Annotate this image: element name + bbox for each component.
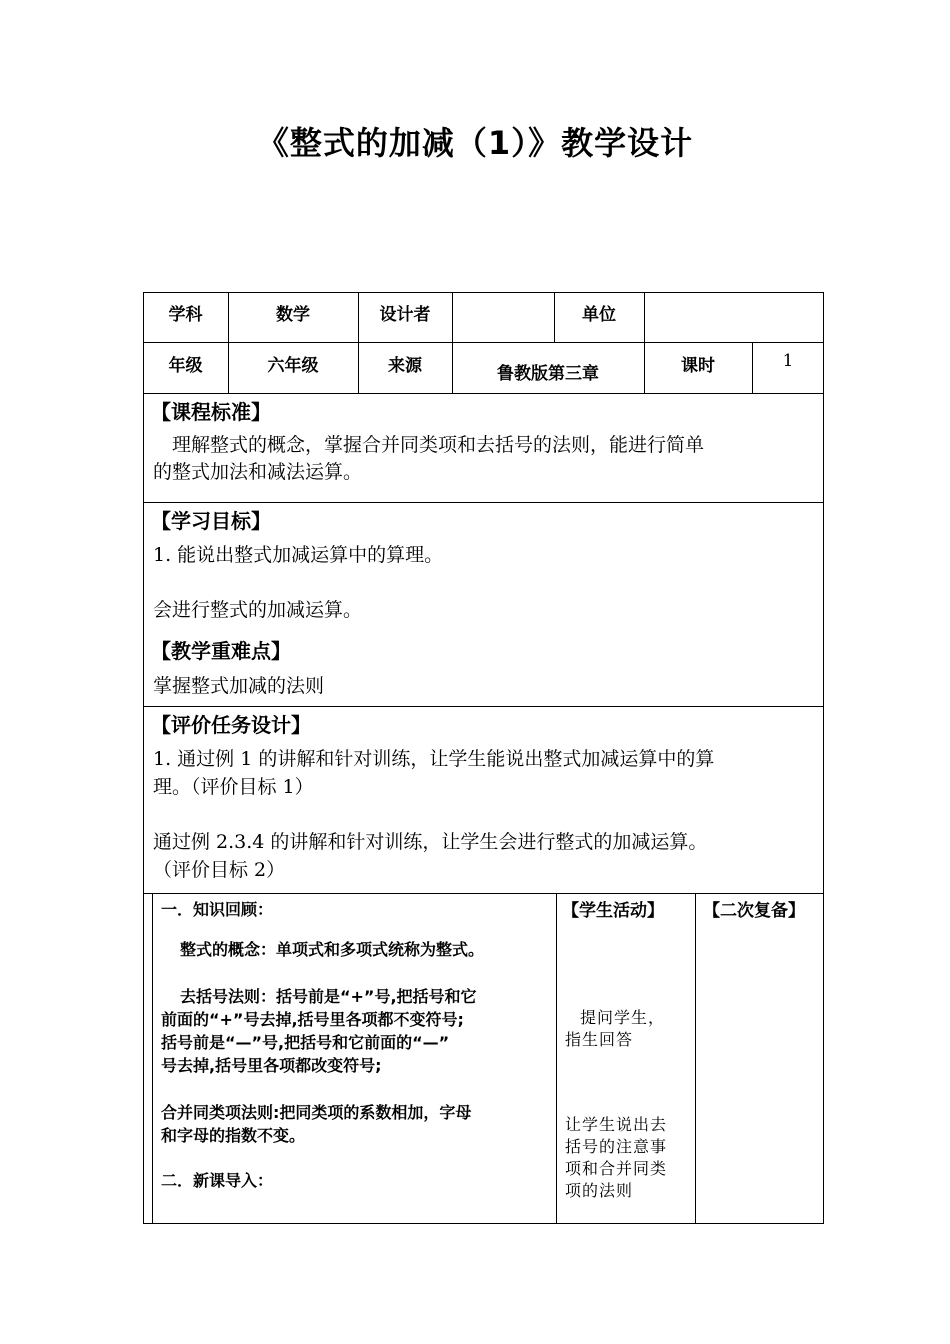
grade-value: 六年级: [267, 356, 319, 376]
source-value: 鲁教版第三章: [497, 364, 599, 384]
evaluation-line: 理。（评价目标 1）: [153, 776, 314, 798]
document-title: 《整式的加减（1）》教学设计: [256, 124, 694, 162]
evaluation-heading: 【评价任务设计】: [151, 713, 311, 737]
col-divider: [695, 893, 696, 1224]
student-activity-line: 提问学生，: [580, 1008, 666, 1027]
bracket-rule-line: 括号前是“—”号,把括号和它前面的“—”: [161, 1033, 450, 1052]
col-divider: [644, 292, 645, 393]
curriculum-standard-line: 理解整式的概念，掌握合并同类项和去括号的法则，能进行简单: [153, 434, 705, 456]
section-divider: [143, 706, 824, 707]
new-lesson-heading: 二．新课导入：: [161, 1171, 274, 1190]
curriculum-standard-line: 的整式加法和减法运算。: [153, 461, 363, 483]
student-activity-line: 括号的注意事: [565, 1137, 668, 1156]
learning-goals-heading: 【学习目标】: [151, 509, 271, 533]
combine-rule-line: 合并同类项法则:把同类项的系数相加，字母: [161, 1103, 472, 1122]
subject-value: 数学: [276, 305, 310, 325]
source-label: 来源: [388, 356, 422, 376]
concept-text: 整式的概念：单项式和多项式统称为整式。: [180, 940, 485, 959]
unit-label: 单位: [582, 305, 616, 325]
student-activity-line: 项和合并同类: [565, 1159, 668, 1178]
student-activity-line: 项的法则: [565, 1181, 634, 1200]
learning-goal-item: 1. 能说出整式加减运算中的算理。: [153, 544, 444, 566]
row-divider: [143, 393, 824, 394]
bracket-rule-line: 去括号法则：括号前是“+”号,把括号和它: [180, 987, 477, 1006]
student-activity-line: 指生回答: [565, 1030, 634, 1049]
evaluation-line: 1. 通过例 1 的讲解和针对训练，让学生能说出整式加减运算中的算: [153, 748, 715, 770]
bracket-rule-line: 号去掉,括号里各项都改变符号;: [161, 1056, 382, 1075]
curriculum-standard-heading: 【课程标准】: [151, 400, 271, 424]
evaluation-line: 通过例 2.3.4 的讲解和针对训练，让学生会进行整式的加减运算。: [153, 831, 708, 853]
student-activity-heading: 【学生活动】: [562, 901, 664, 921]
key-points-heading: 【教学重难点】: [151, 639, 291, 663]
grade-label: 年级: [168, 356, 203, 376]
combine-rule-line: 和字母的指数不变。: [161, 1126, 306, 1145]
key-points-text: 掌握整式加减的法则: [153, 675, 325, 697]
section-divider: [143, 502, 824, 503]
second-review-heading: 【二次复备】: [703, 901, 805, 921]
period-label: 课时: [681, 356, 715, 376]
period-value: 1: [782, 351, 794, 371]
student-activity-line: 让学生说出去: [565, 1115, 668, 1134]
designer-label: 设计者: [379, 305, 431, 325]
subject-label: 学科: [168, 305, 203, 325]
col-divider: [556, 893, 557, 1224]
learning-goal-item: 会进行整式的加减运算。: [153, 599, 363, 621]
process-review-heading: 一．知识回顾：: [161, 900, 274, 919]
evaluation-line: （评价目标 2）: [153, 859, 286, 881]
row-divider: [143, 342, 824, 343]
bracket-rule-line: 前面的“+”号去掉,括号里各项都不变符号;: [161, 1010, 464, 1029]
col-divider: [152, 893, 153, 1224]
section-divider: [143, 893, 824, 894]
